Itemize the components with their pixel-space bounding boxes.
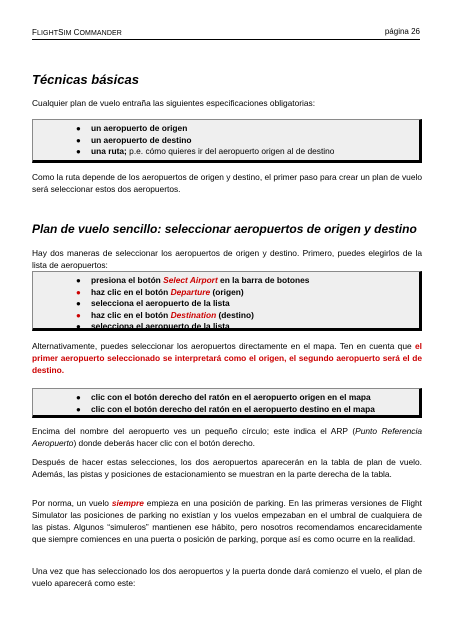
list-item: ● presiona el botón Select Airport en la barra de botones (76, 275, 310, 285)
list-item: ● una ruta; p.e. cómo quieres ir del aeropuerto origen al de destino (76, 146, 335, 156)
section-heading-plan-sencillo: Plan de vuelo sencillo: seleccionar aeropuertos de origen y destino (32, 222, 417, 236)
running-header-title: FLIGHTSIM COMMANDER (32, 28, 122, 37)
paragraph-selections: Después de hacer estas selecciones, los dos aeropuertos aparecerán en la tabla de plan de vuelo. Además, las pistas y posiciones de estacionamiento se muestran en la parte derecha de la tabla. (32, 457, 422, 479)
header-divider (32, 39, 420, 40)
bullet-icon: ● (76, 404, 81, 414)
steps-box-map (32, 388, 422, 418)
paragraph-alternative: Alternativamente, puedes seleccionar los aeropuertos directamente en el mapa. Ten en cuenta que el primer aeropuerto seleccionado se interpretará como el origen, el segundo aeropuerto será el de destino. (32, 341, 422, 375)
requirements-box (32, 119, 422, 163)
bullet-icon: ● (76, 310, 81, 320)
list-item: ● selecciona el aeropuerto de la lista (76, 298, 230, 308)
list-item: ● haz clic en el botón Departure (origen) (76, 286, 244, 297)
list-item: ● selecciona el aeropuerto de la lista (76, 321, 230, 331)
list-item: ● un aeropuerto de origen (76, 123, 188, 133)
page-number: página 26 (384, 27, 420, 36)
bullet-icon: ● (76, 276, 81, 285)
paragraph-final: Una vez que has seleccionado los dos aeropuertos y la puerta donde dará comienzo el vuelo, el plan de vuelo aparecerá como este: (32, 566, 422, 588)
bullet-icon: ● (76, 135, 81, 145)
paragraph-two-ways: Hay dos maneras de seleccionar los aeropuertos de origen y destino. Primero, puedes elegirlos de la lista de aeropuertos: (32, 248, 422, 270)
paragraph-parking: Por norma, un vuelo siempre empieza en una posición de parking. En las primeras versiones de Flight Simulator las posiciones de parking no existían y los vuelos empezaban en el umbral de cualquiera de las pistas. Algunos “simuleros” mantienen ese hábito, pero nosotros recomendamos encarecidamente que siempre comiences en una puerta o posición de parking, porque así es como ocurre en la realidad. (32, 498, 422, 544)
bullet-icon: ● (76, 393, 81, 402)
bullet-icon: ● (76, 287, 81, 297)
bullet-icon: ● (76, 147, 81, 156)
bullet-icon: ● (76, 299, 81, 308)
section-heading-tecnicas-basicas: Técnicas básicas (32, 72, 139, 87)
list-item: ● clic con el botón derecho del ratón en el aeropuerto origen en el mapa (76, 392, 371, 402)
bullet-icon: ● (76, 124, 81, 133)
steps-box-list (32, 271, 422, 331)
list-item: ● un aeropuerto de destino (76, 134, 192, 145)
list-item: ● clic con el botón derecho del ratón en el aeropuerto destino en el mapa (76, 403, 375, 414)
paragraph-route: Como la ruta depende de los aeropuertos de origen y destino, el primer paso para crear un plan de vuelo será seleccionar estos dos aeropuertos. (32, 172, 422, 194)
paragraph-intro: Cualquier plan de vuelo entraña las siguientes especificaciones obligatorias: (32, 98, 316, 108)
paragraph-arp: Encima del nombre del aeropuerto ves un pequeño círculo; este indica el ARP (Punto Referencia Aeropuerto) donde deberás hacer clic con el botón derecho. (32, 426, 422, 448)
list-item: ● haz clic en el botón Destination (destino) (76, 309, 254, 320)
bullet-icon: ● (76, 322, 81, 331)
